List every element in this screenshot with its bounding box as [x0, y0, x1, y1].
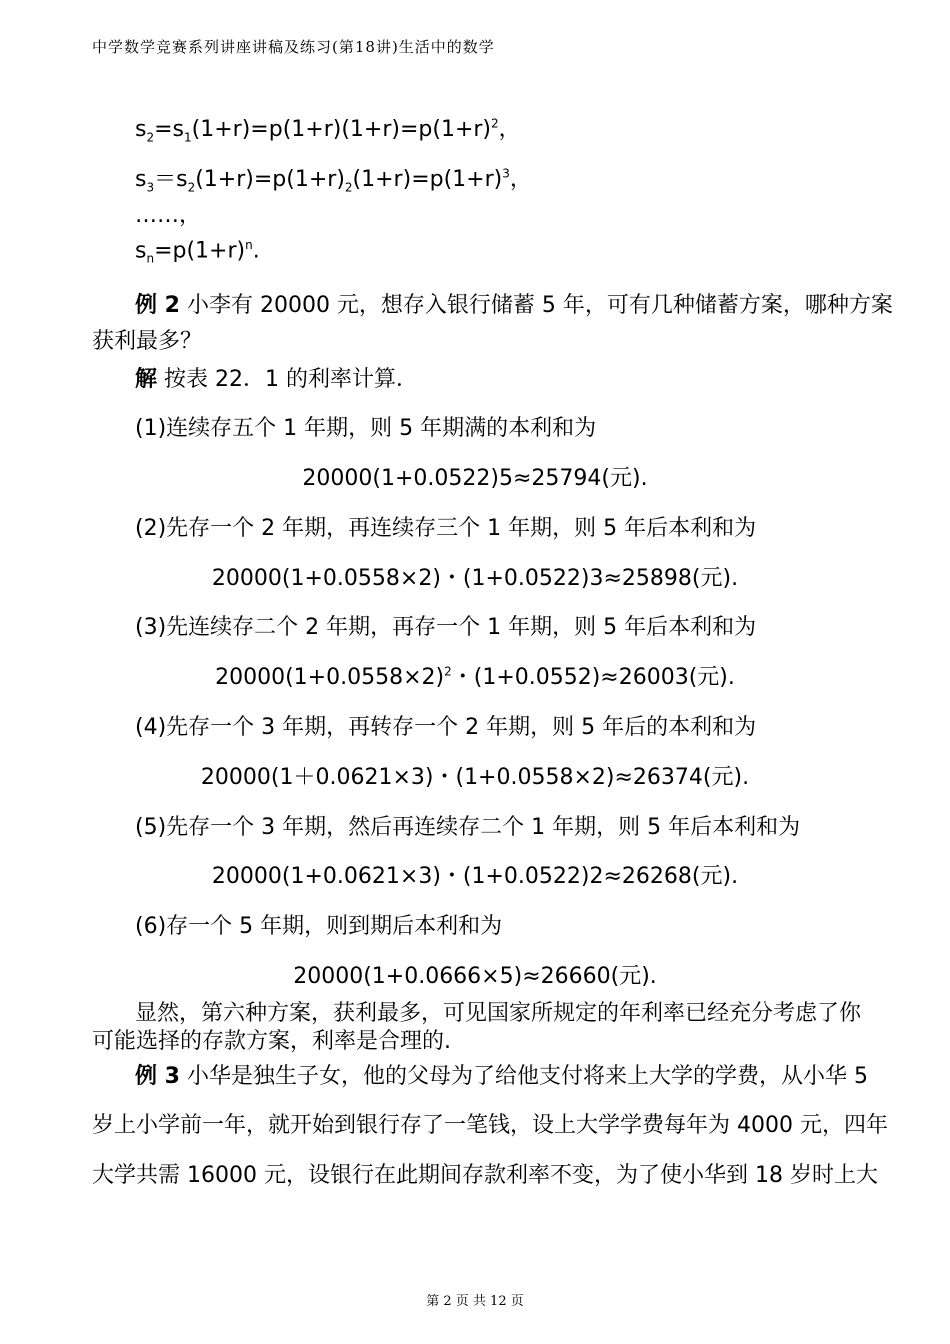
solution-label: 解: [135, 367, 158, 392]
subscript: 2: [344, 180, 353, 195]
formula-text: s: [135, 238, 147, 264]
subscript: 2: [187, 180, 196, 195]
formula-s3: [135, 162, 532, 194]
formula-s2: [135, 112, 521, 144]
example2-line2: 获利最多？: [92, 329, 203, 354]
example3-line1: [92, 1059, 868, 1090]
formula-ellipsis: ……，: [135, 203, 202, 228]
plan-4-formula: 20000(1＋0.0621×3)・(1+0.0558×2)≈26374(元).: [200, 765, 750, 790]
plan-5-formula: 20000(1+0.0621×3)・(1+0.0522)2≈26268(元).: [211, 864, 739, 889]
plan-1-formula: 20000(1+0.0522)5≈25794(元).: [302, 466, 648, 491]
superscript: n: [245, 238, 253, 252]
conclusion-line1: [92, 996, 862, 1027]
page-footer: 第 2 页 共 12 页: [426, 1294, 524, 1309]
plan-4: (4)先存一个 3 年期，再转存一个 2 年期，则 5 年后的本利和为: [135, 715, 757, 740]
plan-3-formula: [0, 660, 950, 691]
plan-3: (3)先连续存二个 2 年期，再存一个 1 年期，则 5 年后本利和为: [135, 615, 757, 640]
plan-2: (2)先存一个 2 年期，再连续存三个 1 年期，则 5 年后本利和为: [135, 516, 757, 541]
subscript: n: [146, 251, 155, 266]
formula-text: (1+r)=p(1+r)(1+r)=p(1+r): [191, 117, 492, 142]
plan-6-formula: 20000(1+0.0666×5)≈26660(元).: [293, 964, 657, 989]
example3-text: 小华是独生子女，他的父母为了给他支付将来上大学的学费，从小华 5: [179, 1064, 868, 1089]
formula-text: ，: [498, 117, 521, 142]
example3-line2: 岁上小学前一年，就开始到银行存了一笔钱，设上大学学费每年为 4000 元，四年: [92, 1113, 888, 1138]
formula-text: ，: [509, 167, 532, 192]
plan-6: (6)存一个 5 年期，则到期后本利和为: [135, 914, 503, 939]
solution-intro: [135, 362, 418, 393]
subscript: 2: [146, 130, 155, 145]
formula-sn: [135, 238, 260, 266]
superscript: 3: [502, 166, 510, 181]
superscript: 2: [491, 116, 499, 131]
formula-text: ・(1+0.0552)≈26003(元).: [451, 665, 735, 690]
formula-text: s: [135, 117, 147, 142]
example2-line1: [135, 288, 893, 319]
example3-label: 例 3: [135, 1064, 180, 1089]
formula-text: =s: [154, 117, 185, 142]
conclusion-text: 显然，第六种方案，获利最多，可见国家所规定的年利率已经充分考虑了你: [135, 1001, 862, 1026]
plan-2-formula: 20000(1+0.0558×2)・(1+0.0522)3≈25898(元).: [211, 566, 739, 591]
formula-text: (1+r)=p(1+r): [352, 167, 503, 192]
formula-text: .: [252, 238, 260, 264]
page-header: 中学数学竞赛系列讲座讲稿及练习(第18讲)生活中的数学: [92, 38, 495, 56]
subscript: 3: [146, 180, 155, 195]
superscript: 2: [444, 664, 452, 679]
plan-1: (1)连续存五个 1 年期，则 5 年期满的本利和为: [135, 416, 597, 441]
formula-text: (1+r)=p(1+r): [195, 167, 345, 192]
solution-intro-text: 按表 22．1 的利率计算．: [157, 367, 418, 392]
formula-text: =p(1+r): [154, 238, 246, 264]
example2-label: 例 2: [135, 293, 180, 318]
formula-text: s: [135, 167, 147, 192]
example3-line3: 大学共需 16000 元，设银行在此期间存款利率不变，为了使小华到 18 岁时上大: [92, 1163, 878, 1188]
formula-text: 20000(1+0.0558×2): [215, 665, 445, 690]
subscript: 1: [184, 130, 192, 145]
formula-text: ＝s: [154, 167, 188, 192]
conclusion-line2: 可能选择的存款方案，利率是合理的.: [92, 1029, 451, 1054]
plan-5: (5)先存一个 3 年期，然后再连续存二个 1 年期，则 5 年后本利和为: [135, 815, 801, 840]
example2-text: 小李有 20000 元，想存入银行储蓄 5 年，可有几种储蓄方案，哪种方案: [179, 293, 893, 318]
